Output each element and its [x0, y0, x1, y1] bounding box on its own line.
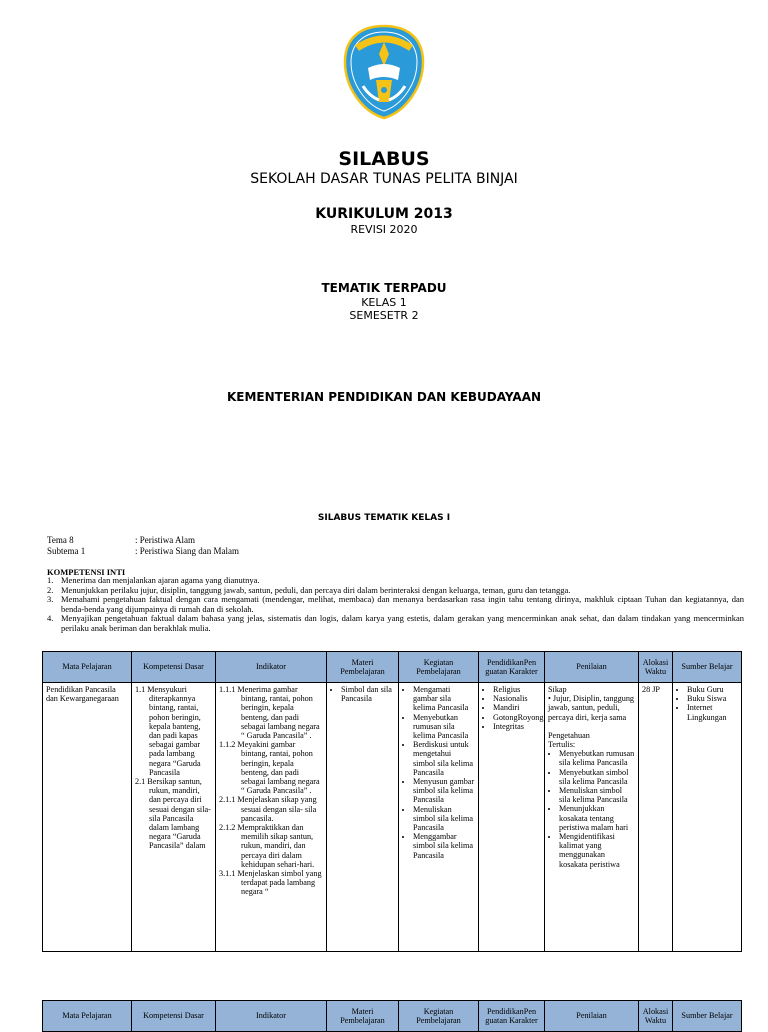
header-materi: Materi Pembelajaran	[327, 1001, 399, 1032]
subtema-value: : Peristiwa Siang dan Malam	[135, 546, 239, 556]
header-karakter: PendidikanPen guatan Karakter	[479, 1001, 545, 1032]
kd-item: 1.1 Mensyukuri diterapkannya bintang, rantai, pohon beringin, kepala banteng, dan padi kapas sebagai gambar pada lambang negara “Garuda Pancasila	[135, 685, 201, 777]
header-sumber: Sumber Belajar	[673, 652, 742, 683]
penilaian-item: • Menunjukkan kosakata tentang peristiwa malam hari	[559, 804, 635, 832]
kegiatan-item: • Menggambar simbol sila kelima Pancasila	[413, 832, 475, 860]
curriculum: KURIKULUM 2013	[315, 206, 453, 222]
sumber-item: • Buku Siswa	[687, 694, 738, 703]
header-kd: Kompetensi Dasar	[132, 652, 216, 683]
kegiatan-item: • Menuliskan simbol sila kelima Pancasila	[413, 805, 475, 833]
syllabus-title: SILABUS TEMATIK KELAS I	[317, 513, 451, 523]
ki-text: Memahami pengetahuan faktual dengan cara mengamati (mendengar, melihat, membaca) dan menanya berdasarkan rasa ingin tahu tentang dirinya, makhluk ciptaan Tuhan dan kegiatannya, dan benda-benda yang dijumpainya di rumah dan di sekolah.	[61, 594, 744, 614]
penilaian-pengetahuan-label: Pengetahuan	[548, 730, 590, 740]
ki-number: 3.	[47, 594, 54, 604]
indikator-item: 1.1.1 Menerima gambar bintang, rantai, pohon beringin, kepala benteng, dan padi sebagai lambang negara “ Garuda Pancasila” .	[219, 685, 320, 741]
penilaian-sikap-label: Sikap	[548, 685, 567, 694]
ki-text: Menyajikan pengetahuan faktual dalam bahasa yang jelas, sistematis dan logis, dalam karya yang estetis, dalam gerakan yang mencerminkan anak sehat, dan dalam tindakan yang mencerminkan perilaku anak beriman dan berakhlak mulia.	[61, 613, 744, 633]
emblem-icon	[343, 24, 425, 120]
penilaian-sikap: • Jujur, Disiplin, tanggung jawab, santun, peduli, percaya diri, kerja sama	[548, 694, 635, 722]
penilaian-item: • Menyebutkan rumusan sila kelima Pancasila	[559, 749, 635, 767]
ki-title: KOMPETENSI INTI	[47, 567, 126, 577]
subject: TEMATIK TERPADU	[321, 281, 447, 295]
cell-mapel: Pendidikan Pancasila dan Kewarganegaraan	[43, 683, 132, 952]
cell-kegiatan	[399, 683, 479, 952]
cover-title: SILABUS	[338, 148, 430, 170]
ki-item	[47, 595, 744, 614]
cell-alokasi: 28 JP	[639, 683, 673, 952]
header-penilaian: Penilaian	[545, 1001, 639, 1032]
header-sumber: Sumber Belajar	[673, 1001, 742, 1032]
tema-value: : Peristiwa Alam	[135, 535, 195, 545]
kd-item: 2.1 Bersikap santun, rukun, mandiri, dan percaya diri sesuai dengan sila-sila Pancasila dalam lambang negara “Garuda Pancasila” dalam	[135, 777, 211, 851]
penilaian-tertulis-label: Tertulis:	[548, 740, 576, 750]
header-alokasi: Alokasi Waktu	[639, 1001, 673, 1032]
sumber-item: • Buku Guru	[687, 685, 738, 694]
header-mapel: Mata Pelajaran	[43, 1001, 132, 1032]
syllabus-table	[42, 651, 742, 952]
karakter-item: • Nasionalis	[493, 694, 541, 703]
tut-wuri-handayani-logo	[343, 24, 425, 120]
subtema-row	[47, 546, 239, 556]
indikator-item: 3.1.1 Menjelaskan simbol yang terdapat pada lambang negara “	[219, 869, 322, 897]
ki-text: Menerima dan menjalankan ajaran agama yang dianutnya.	[61, 575, 260, 585]
table-header-row	[43, 1001, 742, 1032]
karakter-item: • Mandiri	[493, 703, 541, 712]
kegiatan-item: • Mengamati gambar sila kelima Pancasila	[413, 685, 475, 713]
revision: REVISI 2020	[350, 223, 418, 236]
class-label: KELAS 1	[361, 296, 407, 309]
indikator-item: 1.1.2 Meyakini gambar bintang, rantai, pohon beringin, kepala benteng, dan padi sebagai lambang negara “ Garuda Pancasila” .	[219, 740, 320, 796]
syllabus-table-continued	[42, 1000, 742, 1032]
header-kegiatan: Kegiatan Pembelajaran	[399, 1001, 479, 1032]
cell-penilaian	[545, 683, 639, 952]
kegiatan-item: • Menyusun gambar simbol sila kelima Pancasila	[413, 777, 475, 805]
table-row	[43, 683, 742, 952]
karakter-item: • Integritas	[493, 722, 541, 731]
header-penilaian: Penilaian	[545, 652, 639, 683]
materi-item: • Simbol dan sila Pancasila	[341, 685, 395, 703]
cell-indikator	[216, 683, 327, 952]
kegiatan-item: • Berdiskusi untuk mengetahui simbol sila kelima Pancasila	[413, 740, 475, 777]
header-kegiatan: Kegiatan Pembelajaran	[399, 652, 479, 683]
header-materi: Materi Pembelajaran	[327, 652, 399, 683]
indikator-item: 2.1.2 Mempraktikkan dan memilih sikap santun, rukun, mandiri, dan percaya diri dalam kehidupan sehari-hari.	[219, 823, 315, 869]
cell-kd	[132, 683, 216, 952]
ki-item	[47, 614, 744, 633]
kegiatan-item: • Menyebutkan rumusan sila kelima Pancasila	[413, 713, 475, 741]
ministry: KEMENTERIAN PENDIDIKAN DAN KEBUDAYAAN	[226, 390, 542, 404]
table-header-row	[43, 652, 742, 683]
penilaian-item: • Menuliskan simbol sila kelima Pancasila	[559, 786, 635, 804]
ki-list	[47, 576, 744, 633]
school-name: SEKOLAH DASAR TUNAS PELITA BINJAI	[250, 171, 518, 187]
cell-karakter	[479, 683, 545, 952]
cell-sumber	[673, 683, 742, 952]
tema-row	[47, 535, 195, 545]
karakter-item: • GotongRoyong	[493, 713, 541, 722]
penilaian-item: • Mengidentifikasi kalimat yang menggunakan kosakata peristiwa	[559, 832, 635, 869]
tema-label: Tema 8	[47, 535, 74, 545]
indikator-item: 2.1.1 Menjelaskan sikap yang sesuai dengan sila- sila pancasila.	[219, 795, 317, 823]
sumber-item: • Internet Lingkungan	[687, 703, 738, 721]
header-indikator: Indikator	[216, 1001, 327, 1032]
header-alokasi: Alokasi Waktu	[639, 652, 673, 683]
ki-number: 4.	[47, 613, 54, 623]
header-kd: Kompetensi Dasar	[132, 1001, 216, 1032]
penilaian-item: • Menyebutkan simbol sila kelima Pancasila	[559, 768, 635, 786]
semester-label: SEMESETR 2	[349, 309, 419, 322]
header-indikator: Indikator	[216, 652, 327, 683]
header-mapel: Mata Pelajaran	[43, 652, 132, 683]
cell-materi	[327, 683, 399, 952]
ki-number: 2.	[47, 584, 54, 595]
karakter-item: • Religius	[493, 685, 541, 694]
ki-number: 1.	[47, 575, 54, 585]
ki-text: Menunjukkan perilaku jujur, disiplin, tanggung jawab, santun, peduli, dan percaya diri dalam berinteraksi dengan keluarga, teman, guru dan tetangga.	[61, 584, 571, 595]
subtema-label: Subtema 1	[47, 546, 86, 556]
header-karakter: PendidikanPen guatan Karakter	[479, 652, 545, 683]
